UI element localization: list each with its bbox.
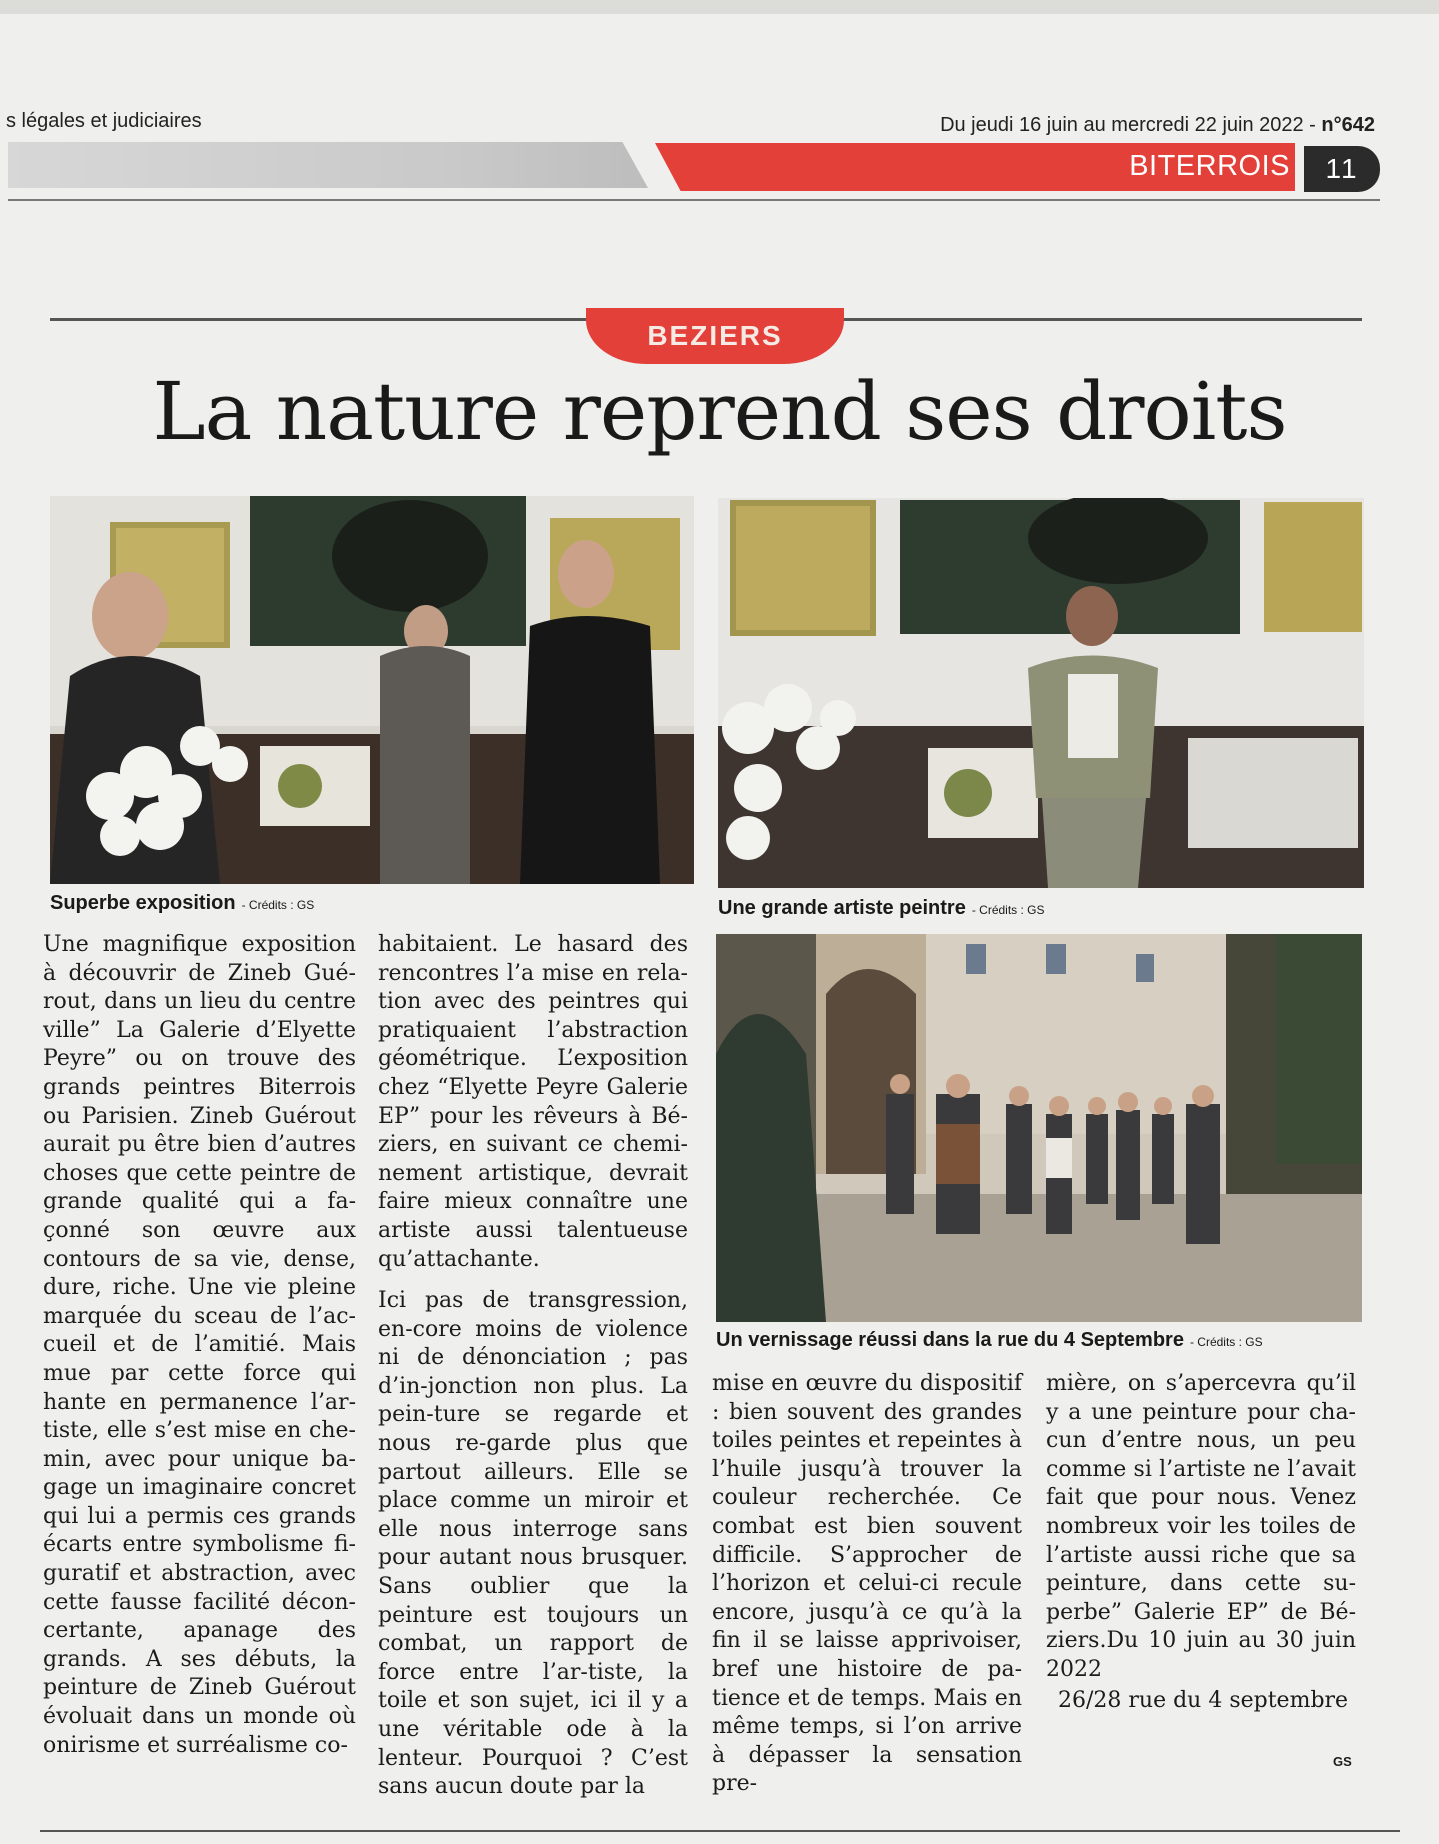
header-rule (8, 199, 1380, 201)
bottom-rule (40, 1830, 1400, 1832)
kicker-text: BEZIERS (647, 320, 783, 351)
header-date-text: Du jeudi 16 juin au mercredi 22 juin 2022 - (940, 114, 1322, 136)
headline: La nature reprend ses droits (152, 365, 1287, 458)
page-number: 11 (1304, 146, 1380, 192)
page-top-edge (0, 0, 1439, 14)
author-signature: GS (1333, 1754, 1352, 1769)
article-column-3: mise en œuvre du dispositif : bien souvent des grandes toiles peintes et repeintes à l’huile jusqu’à trouver la couleur recherchée. Ce combat est bien souvent difficile. S’approcher de l’horizon et celui-ci recule encore, jusqu’à ce qu’à la fin il se laisse apprivoiser, bref une histoire de pa-tience et de temps. Mais en même temps, si l’on arrive à dépasser la sensation pre- (712, 1371, 1022, 1797)
section-label: BITERROIS (1129, 150, 1290, 182)
article-column-1: Une magnifique exposition à découvrir de Zineb Gué-rout, dans un lieu du centre ville” La Galerie d’Elyette Peyre” ou on trouve des grands peintres Biterrois ou Parisien. Zineb Guérout aurait pu être bien d’autres choses que cette peintre de grande qualité qui a fa-çonné son œuvre aux contours de sa vie, dense, dure, riche. Une vie pleine marquée du sceau de l’ac-cueil et de l’amitié. Mais mue par cette force qui hante en permanence l’ar-tiste, elle s’est mise en che-min, avec pour unique ba-gage un imaginaire concret qui lui a permis ces grands écarts entre symbolisme fi-guratif et abstraction, avec cette fausse facilité décon-certante, apanage des grands. A ses débuts, la peinture de Zineb Guérout évoluait dans un monde où onirisme et surréalisme co- (43, 932, 356, 1758)
caption-text: Une grande artiste peintre (718, 897, 966, 919)
photo-caption-1 (50, 892, 314, 915)
header-legal-notice: s légales et judiciaires (6, 110, 202, 132)
article-column-2a: habitaient. Le hasard des rencontres l’a mise en rela-tion avec des peintres qui pratiquaient l’abstraction géométrique. L’exposition chez “Elyette Peyre Galerie EP” pour les rêveurs à Bé-ziers, en suivant ce chemi-nement artistique, devrait faire mieux connaître une artiste aussi talentueuse qu’attachante. (378, 932, 688, 1272)
photo-caption-3 (716, 1329, 1263, 1352)
kicker-rule-left (50, 318, 590, 321)
photo-credit: - Crédits : GS (241, 898, 315, 912)
photo-credit: - Crédits : GS (1189, 1335, 1263, 1349)
kicker-rule-right (840, 318, 1362, 321)
article-column-4: mière, on s’apercevra qu’il y a une peinture pour cha-cun d’entre nous, un peu comme si l’artiste ne l’avait fait que pour nous. Venez nombreux voir les toiles de l’artiste aussi riche que sa peinture, dans cette su-perbe” Galerie EP” de Bé-ziers.Du 10 juin au 30 juin 2022 (1046, 1371, 1356, 1682)
photo-exhibition (50, 496, 694, 884)
caption-text: Superbe exposition (50, 892, 236, 914)
caption-text: Un vernissage réussi dans la rue du 4 Septembre (716, 1329, 1184, 1351)
header-date (940, 114, 1375, 137)
article-column-2b: Ici pas de transgression, en-core moins de violence ni de dénonciation ; pas d’in-jonction non plus. La pein-ture se regarde et nous re-garde plus que partout ailleurs. Elle se place comme un miroir et elle nous interroge sans pour autant nous brusquer. Sans oublier que la peinture est toujours un combat, un rapport de force entre l’ar-tiste, la toile et son sujet, ici il y a une véritable ode à la lenteur. Pourquoi ? C’est sans aucun doute par la (378, 1288, 688, 1800)
photo-credit: - Crédits : GS (971, 903, 1045, 917)
photo-artist (718, 498, 1364, 888)
header-grey-band (8, 142, 648, 188)
issue-number: n°642 (1321, 114, 1375, 136)
exhibition-address: 26/28 rue du 4 septembre (1058, 1688, 1349, 1713)
photo-caption-2 (718, 897, 1045, 920)
photo-street-vernissage (716, 934, 1362, 1322)
